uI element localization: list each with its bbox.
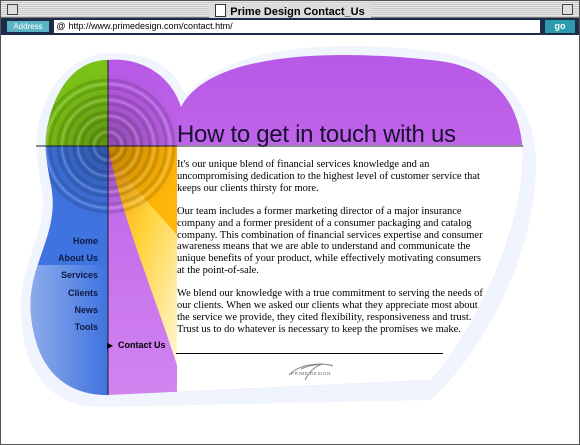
body-text [177,159,489,347]
page-content [1,35,579,444]
paragraph-3: We blend our knowledge with a true commitment to serving the needs of our clients. When we asked our clients what they appreciate most about the service we provide, they cited flexibility, responsiveness and trust. Trust us to do whatever is necessary to keep the promises we make. [177,288,483,335]
at-icon: @ [56,21,66,31]
address-bar [1,18,579,35]
footer-divider [176,353,443,354]
current-page-arrow-icon: ▶ [107,341,114,350]
document-icon [215,4,226,17]
page-title: How to get in touch with us [177,121,456,148]
url-field[interactable] [54,20,540,33]
prime-design-logo[interactable] [281,360,341,382]
go-button[interactable]: go [545,20,575,33]
window-title: Prime Design Contact_Us [230,6,365,18]
nav-contact-us[interactable]: Contact Us [118,340,166,350]
nav-services[interactable]: Services [60,270,98,280]
window-title-group [209,4,370,19]
nav-tools[interactable]: Tools [74,322,98,332]
address-label: Address [7,21,49,32]
nav-clients[interactable]: Clients [67,288,98,298]
title-bar[interactable] [1,1,579,18]
paragraph-1: It's our unique blend of financial services knowledge and an uncompromising dedication to the highest level of customer service that keeps our clients thirsty for more. [177,159,480,194]
zoom-box-icon[interactable] [562,4,573,15]
url-text[interactable]: http://www.primedesign.com/contact.htm/ [68,21,233,31]
nav-home[interactable]: Home [72,236,98,246]
paragraph-2: Our team includes a former marketing director of a major insurance company and a former president of a consumer packaging and catalog company. This combination of financial services expertise and consumer awareness means that we are able to understand and communicate the unique benefits of your product, while effectively motivating consumers at the point-of-sale. [177,205,483,277]
logo-text: PRIME DESIGN [291,371,331,376]
nav-about-us[interactable]: About Us [58,253,98,263]
nav-news[interactable]: News [74,305,98,315]
